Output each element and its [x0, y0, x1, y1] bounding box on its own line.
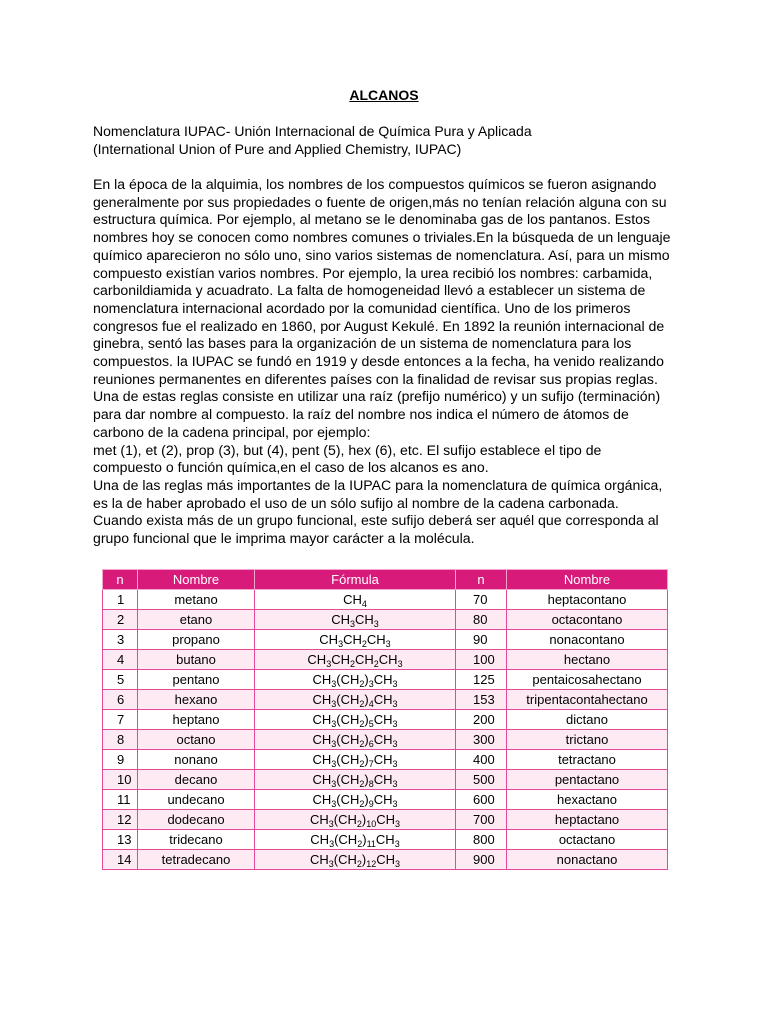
formula-part: CH [310, 832, 330, 847]
cell-n: 11 [103, 790, 138, 810]
cell-nombre: butano [138, 650, 255, 670]
header-formula: Fórmula [255, 570, 456, 590]
cell-nombre: octano [138, 730, 255, 750]
cell-n-2: 800 [456, 830, 507, 850]
header-nombre-2: Nombre [507, 570, 668, 590]
formula-part: (CH [336, 752, 360, 767]
formula-part: ) [364, 732, 369, 747]
cell-formula [255, 630, 456, 650]
paragraph-functional-group: Cuando exista más de un grupo funcional, este sufijo deberá ser aquél que corresponda al grupo funcional que le imprima mayor carácter a la molécula. [93, 512, 659, 547]
table-row [103, 830, 668, 850]
formula-subscript: 2 [359, 739, 365, 749]
table-row [103, 670, 668, 690]
formula-part: CH [331, 652, 350, 667]
cell-n-2: 700 [456, 810, 507, 830]
formula-subscript: 4 [361, 599, 367, 609]
table-row [103, 730, 668, 750]
formula-subscript: 3 [331, 779, 337, 789]
formula-subscript: 3 [368, 679, 374, 689]
formula-part: CH [373, 752, 393, 767]
formula-part: CH [376, 852, 396, 867]
formula-part: CH [312, 732, 332, 747]
formula-subscript: 2 [349, 659, 355, 669]
cell-n: 9 [103, 750, 138, 770]
cell-formula [255, 610, 456, 630]
formula-subscript: 2 [361, 639, 367, 649]
table-header-row [103, 570, 668, 590]
cell-n-2: 500 [456, 770, 507, 790]
table-row [103, 750, 668, 770]
formula-subscript: 2 [356, 859, 362, 869]
alkanes-table [102, 569, 668, 870]
table-row [103, 610, 668, 630]
formula-part: CH [343, 632, 362, 647]
formula-part: ) [364, 792, 369, 807]
table-row [103, 690, 668, 710]
formula-subscript: 9 [368, 799, 374, 809]
cell-n: 8 [103, 730, 138, 750]
formula-subscript: 3 [373, 619, 379, 629]
formula-part: CH [366, 632, 386, 647]
cell-formula [255, 810, 456, 830]
formula-part: CH [312, 712, 332, 727]
cell-nombre: tridecano [138, 830, 255, 850]
cell-n-2: 153 [456, 690, 507, 710]
table-row [103, 650, 668, 670]
cell-formula [255, 770, 456, 790]
cell-n-2: 70 [456, 590, 507, 610]
formula-subscript: 3 [326, 659, 332, 669]
subtitle [93, 122, 678, 158]
paragraph-suffix: Una de las reglas más importantes de la IUPAC para la nomenclatura de química orgánica, es la de haber aprobado el uso de un sólo sufijo al nombre de la cadena carbonada. [93, 476, 663, 511]
formula-subscript: 3 [385, 639, 391, 649]
cell-nombre-2: heptacontano [507, 590, 668, 610]
formula-part: CH [307, 652, 327, 667]
cell-nombre: nonano [138, 750, 255, 770]
cell-n: 2 [103, 610, 138, 630]
formula-subscript: 2 [359, 679, 365, 689]
formula-part: CH [373, 712, 393, 727]
formula-subscript: 11 [366, 839, 376, 849]
table-row [103, 590, 668, 610]
formula-subscript: 3 [349, 619, 355, 629]
formula-part: CH [378, 652, 398, 667]
formula-subscript: 2 [373, 659, 379, 669]
formula-part: CH [319, 632, 339, 647]
formula-subscript: 2 [359, 719, 365, 729]
formula-part: CH [375, 832, 395, 847]
header-nombre: Nombre [138, 570, 255, 590]
formula-part: CH [312, 692, 332, 707]
formula-part: ) [362, 832, 367, 847]
cell-formula [255, 830, 456, 850]
cell-n-2: 900 [456, 850, 507, 870]
subtitle-line: (International Union of Pure and Applied Chemistry, IUPAC) [93, 141, 462, 157]
table-body [103, 590, 668, 870]
formula-subscript: 5 [368, 719, 374, 729]
cell-nombre-2: heptactano [507, 810, 668, 830]
formula-subscript: 2 [359, 779, 365, 789]
formula-part: (CH [336, 772, 360, 787]
cell-nombre-2: octactano [507, 830, 668, 850]
cell-formula [255, 790, 456, 810]
cell-n: 14 [103, 850, 138, 870]
table-row [103, 630, 668, 650]
formula-part: CH [312, 672, 332, 687]
cell-nombre: decano [138, 770, 255, 790]
formula-part: (CH [336, 732, 360, 747]
paragraph-history: En la época de la alquimia, los nombres de los compuestos químicos se fueron asignando generalmente por sus propiedades o fuente de origen,más no tenían relación alguna con su estructura química. Por ejemplo, al metano se le denominaba gas de los pantanos. Estos nombres hoy se conocen como nombres comunes o triviales.En la búsqueda de un lenguaje químico aparecieron no sólo uno, sino varios sistemas de nomenclatura. Así, para un mismo compuesto existían varios nombres. Por ejemplo, la urea recibió los nombres: carbamida, carbonildiamida y acuadrato. La falta de homogeneidad llevó a establecer un sistema de nomenclatura internacional acordado por la comunidad científica. Uno de los primeros congresos fue el realizado en 1860, por August Kekulé. En 1892 la reunión internacional de ginebra, sentó las bases para la organización de un sistema de nomenclatura para los compuestos. la IUPAC se fundó en 1919 y desde entonces a la fecha, ha venido realizando reuniones permanentes en diferentes países con la finalidad de revisar sus propias reglas. [93, 176, 671, 387]
table-row [103, 790, 668, 810]
formula-part: ) [364, 712, 369, 727]
cell-n: 13 [103, 830, 138, 850]
formula-part: CH [373, 792, 393, 807]
cell-nombre: propano [138, 630, 255, 650]
cell-n: 3 [103, 630, 138, 650]
cell-nombre-2: tripentacontahectano [507, 690, 668, 710]
formula-part: CH [373, 692, 393, 707]
cell-nombre: heptano [138, 710, 255, 730]
formula-part: ) [364, 692, 369, 707]
paragraph-prefixes: met (1), et (2), prop (3), but (4), pent (5), hex (6), etc. El sufijo establece el tipo de compuesto o función química,en el caso de los alcanos es ano. [93, 441, 602, 476]
cell-nombre: undecano [138, 790, 255, 810]
formula-subscript: 3 [331, 699, 337, 709]
formula-part: CH [355, 612, 374, 627]
formula-part: (CH [333, 852, 357, 867]
body-text [93, 176, 674, 548]
formula-subscript: 3 [392, 799, 398, 809]
formula-subscript: 2 [359, 699, 365, 709]
formula-subscript: 7 [368, 759, 374, 769]
formula-part: (CH [336, 692, 360, 707]
cell-n-2: 300 [456, 730, 507, 750]
formula-part: ) [361, 852, 367, 867]
formula-subscript: 3 [395, 859, 401, 869]
formula-part: (CH [334, 832, 358, 847]
cell-nombre: hexano [138, 690, 255, 710]
cell-n-2: 80 [456, 610, 507, 630]
formula-part: CH [355, 652, 374, 667]
formula-part: ) [364, 752, 369, 767]
formula-subscript: 3 [392, 739, 398, 749]
formula-subscript: 6 [368, 739, 374, 749]
formula-part: CH [373, 672, 393, 687]
cell-n: 6 [103, 690, 138, 710]
formula-subscript: 3 [392, 779, 398, 789]
formula-subscript: 3 [395, 819, 401, 829]
cell-nombre: tetradecano [138, 850, 255, 870]
formula-part: ) [361, 812, 367, 827]
cell-nombre-2: nonactano [507, 850, 668, 870]
formula-part: CH [312, 792, 332, 807]
cell-formula [255, 750, 456, 770]
formula-part: (CH [336, 712, 360, 727]
formula-subscript: 3 [392, 719, 398, 729]
header-n-2: n [456, 570, 507, 590]
table-row [103, 850, 668, 870]
cell-n: 1 [103, 590, 138, 610]
formula-part: (CH [336, 792, 360, 807]
formula-subscript: 2 [359, 759, 365, 769]
formula-subscript: 3 [392, 759, 398, 769]
cell-formula [255, 730, 456, 750]
formula-subscript: 3 [397, 659, 403, 669]
formula-part: CH [343, 592, 362, 607]
formula-subscript: 10 [366, 819, 377, 829]
cell-nombre-2: pentaicosahectano [507, 670, 668, 690]
cell-nombre: pentano [138, 670, 255, 690]
formula-subscript: 3 [331, 759, 337, 769]
cell-nombre-2: dictano [507, 710, 668, 730]
formula-subscript: 3 [328, 859, 334, 869]
cell-nombre-2: tetractano [507, 750, 668, 770]
cell-nombre-2: trictano [507, 730, 668, 750]
table-row [103, 810, 668, 830]
cell-n: 10 [103, 770, 138, 790]
cell-nombre: dodecano [138, 810, 255, 830]
formula-subscript: 3 [329, 839, 335, 849]
formula-part: CH [309, 852, 329, 867]
alkanes-table-wrapper [102, 569, 668, 870]
cell-nombre-2: octacontano [507, 610, 668, 630]
cell-nombre-2: nonacontano [507, 630, 668, 650]
cell-formula [255, 670, 456, 690]
table-row [103, 770, 668, 790]
formula-subscript: 3 [331, 679, 337, 689]
formula-subscript: 3 [392, 699, 398, 709]
formula-subscript: 3 [338, 639, 344, 649]
formula-part: CH [373, 732, 393, 747]
cell-nombre: metano [138, 590, 255, 610]
cell-n: 12 [103, 810, 138, 830]
formula-subscript: 3 [392, 679, 398, 689]
formula-subscript: 2 [357, 839, 363, 849]
formula-part: CH [312, 772, 332, 787]
formula-part: CH [309, 812, 329, 827]
formula-subscript: 2 [359, 799, 365, 809]
cell-nombre-2: hexactano [507, 790, 668, 810]
formula-part: ) [364, 672, 369, 687]
formula-subscript: 3 [394, 839, 400, 849]
formula-part: CH [373, 772, 393, 787]
formula-subscript: 3 [331, 799, 337, 809]
cell-n-2: 90 [456, 630, 507, 650]
formula-subscript: 3 [328, 819, 334, 829]
cell-n-2: 125 [456, 670, 507, 690]
cell-n-2: 400 [456, 750, 507, 770]
formula-part: CH [331, 612, 350, 627]
cell-n: 4 [103, 650, 138, 670]
cell-nombre: etano [138, 610, 255, 630]
cell-formula [255, 690, 456, 710]
cell-formula [255, 590, 456, 610]
cell-n-2: 200 [456, 710, 507, 730]
formula-subscript: 4 [368, 699, 374, 709]
formula-subscript: 8 [368, 779, 374, 789]
formula-part: (CH [336, 672, 360, 687]
formula-subscript: 3 [331, 739, 337, 749]
formula-part: CH [312, 752, 332, 767]
formula-part: CH [376, 812, 396, 827]
formula-subscript: 3 [331, 719, 337, 729]
cell-formula [255, 710, 456, 730]
cell-nombre-2: hectano [507, 650, 668, 670]
table-row [103, 710, 668, 730]
cell-n-2: 100 [456, 650, 507, 670]
page-title: ALCANOS [349, 87, 419, 103]
cell-n: 7 [103, 710, 138, 730]
cell-n-2: 600 [456, 790, 507, 810]
cell-nombre-2: pentactano [507, 770, 668, 790]
cell-formula [255, 650, 456, 670]
formula-part: (CH [333, 812, 357, 827]
formula-part: ) [364, 772, 369, 787]
header-n: n [103, 570, 138, 590]
subtitle-line: Nomenclatura IUPAC- Unión Internacional de Química Pura y Aplicada [93, 123, 532, 139]
formula-subscript: 2 [356, 819, 362, 829]
cell-formula [255, 850, 456, 870]
cell-n: 5 [103, 670, 138, 690]
formula-subscript: 12 [366, 859, 377, 869]
paragraph-rules: Una de estas reglas consiste en utilizar una raíz (prefijo numérico) y un sufijo (terminación) para dar nombre al compuesto. la raíz del nombre nos indica el número de átomos de carbono de la cadena principal, por ejemplo: [93, 388, 661, 440]
